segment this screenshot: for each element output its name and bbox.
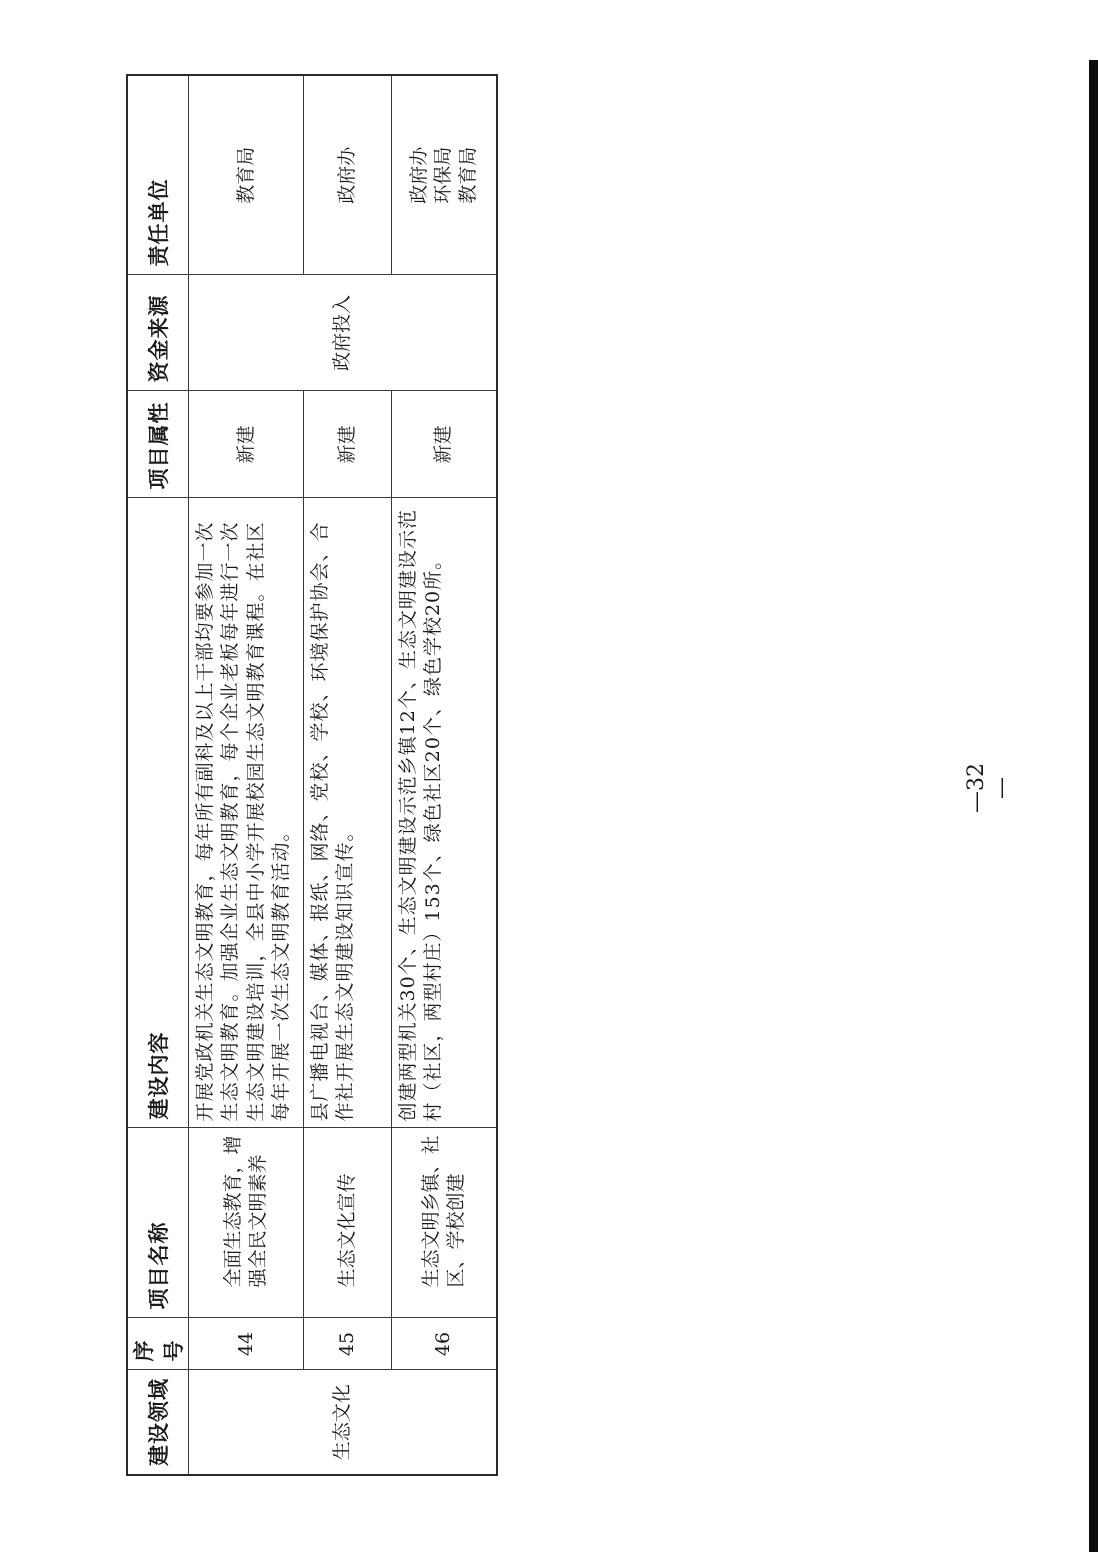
funding-cell: 政府投入 [189, 275, 497, 391]
table-row [189, 75, 304, 1475]
name-cell: 全面生态教育，增强全民文明素养 [189, 1128, 304, 1318]
content-cell: 县广播电视台、媒体、报纸、网络、党校、学校、环境保护协会、合作社开展生态文明建设知识宣传。 [304, 498, 392, 1128]
unit-cell [304, 75, 392, 275]
header-seq: 序号 [127, 1318, 189, 1370]
unit-line: 政府办 [407, 146, 430, 204]
header-content: 建设内容 [127, 498, 189, 1128]
header-funding: 资金来源 [127, 275, 189, 391]
name-cell: 生态文明乡镇、社区、学校创建 [392, 1128, 497, 1318]
content-cell: 开展党政机关生态文明教育，每年所有副科及以上干部均要参加一次生态文明教育。加强企业生态文明教育，每个企业老板每年进行一次生态文明建设培训，全县中小学开展校园生态文明教育课程。在社区每年开展一次生态文明教育活动。 [189, 498, 304, 1128]
table-header-row [127, 75, 189, 1475]
seq-cell: 44 [189, 1318, 304, 1370]
header-unit: 责任单位 [127, 75, 189, 275]
rotated-table-wrapper [126, 76, 496, 1476]
field-cell: 生态文化 [189, 1370, 497, 1475]
name-cell: 生态文化宣传 [304, 1128, 392, 1318]
attribute-cell: 新建 [189, 391, 304, 498]
unit-cell [189, 75, 304, 275]
unit-cell [392, 75, 497, 275]
seq-cell: 46 [392, 1318, 497, 1370]
unit-line: 环保局 [432, 146, 455, 204]
scan-edge-bar [1089, 0, 1098, 1552]
header-name: 项目名称 [127, 1128, 189, 1318]
header-field: 建设领域 [127, 1370, 189, 1475]
scan-edge-gap [1089, 0, 1098, 60]
header-attribute: 项目属性 [127, 391, 189, 498]
attribute-cell: 新建 [304, 391, 392, 498]
attribute-cell: 新建 [392, 391, 497, 498]
seq-cell: 45 [304, 1318, 392, 1370]
page-number: —32— [964, 763, 1014, 813]
content-cell: 创建两型机关30个、生态文明建设示范乡镇12个、生态文明建设示范村（社区，两型村庄）153个、绿色社区20个、绿色学校20所。 [392, 498, 497, 1128]
unit-line: 教育局 [457, 146, 480, 204]
unit-line: 教育局 [234, 146, 257, 204]
unit-line: 政府办 [336, 146, 359, 204]
project-table [126, 74, 498, 1476]
